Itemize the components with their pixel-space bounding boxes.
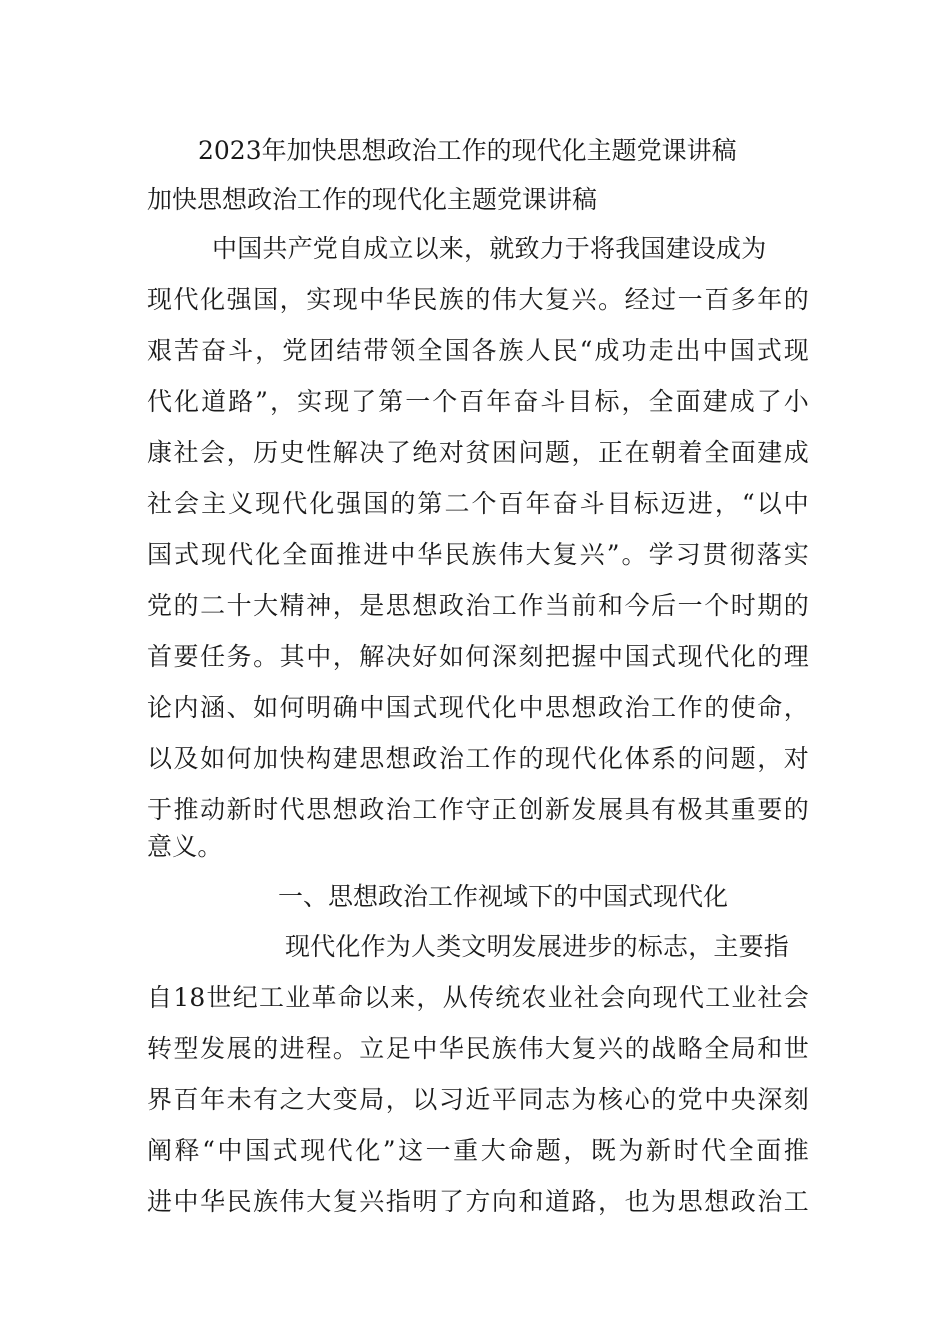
paragraph-line: 社会主义现代化强国的第二个百年奋斗目标迈进，“以中 [147,489,809,518]
paragraph-line: 现代化作为人类文明发展进步的标志，主要指 [285,932,790,961]
paragraph-line: 代化道路”，实现了第一个百年奋斗目标，全面建成了小 [147,387,809,416]
paragraph-line: 进中华民族伟大复兴指明了方向和道路，也为思想政治工 [147,1187,809,1216]
paragraph-line: 艰苦奋斗，党团结带领全国各族人民“成功走出中国式现 [147,336,809,365]
paragraph-line: 于推动新时代思想政治工作守正创新发展具有极其重要的 [147,795,809,824]
paragraph-line: 自18世纪工业革命以来，从传统农业社会向现代工业社会 [147,983,809,1012]
paragraph-line: 现代化强国，实现中华民族的伟大复兴。经过一百多年的 [147,285,809,314]
paragraph-line: 国式现代化全面推进中华民族伟大复兴”。学习贯彻落实 [147,540,809,569]
document-title: 2023年加快思想政治工作的现代化主题党课讲稿 [198,136,737,165]
paragraph-line: 康社会，历史性解决了绝对贫困问题，正在朝着全面建成 [147,438,809,467]
paragraph-line: 党的二十大精神，是思想政治工作当前和今后一个时期的 [147,591,809,620]
paragraph-line: 阐释“中国式现代化”这一重大命题，既为新时代全面推 [147,1136,809,1165]
paragraph-line: 中国共产党自成立以来，就致力于将我国建设成为 [212,234,767,263]
paragraph-line: 论内涵、如何明确中国式现代化中思想政治工作的使命， [147,693,809,722]
paragraph-line: 首要任务。其中，解决好如何深刻把握中国式现代化的理 [147,642,809,671]
paragraph-line: 以及如何加快构建思想政治工作的现代化体系的问题，对 [147,744,809,773]
paragraph-line: 界百年未有之大变局，以习近平同志为核心的党中央深刻 [147,1085,809,1114]
paragraph-line: 意义。 [147,832,223,861]
document-subtitle: 加快思想政治工作的现代化主题党课讲稿 [147,185,598,214]
paragraph-line: 转型发展的进程。立足中华民族伟大复兴的战略全局和世 [147,1034,809,1063]
section-heading: 一、思想政治工作视域下的中国式现代化 [278,882,729,911]
